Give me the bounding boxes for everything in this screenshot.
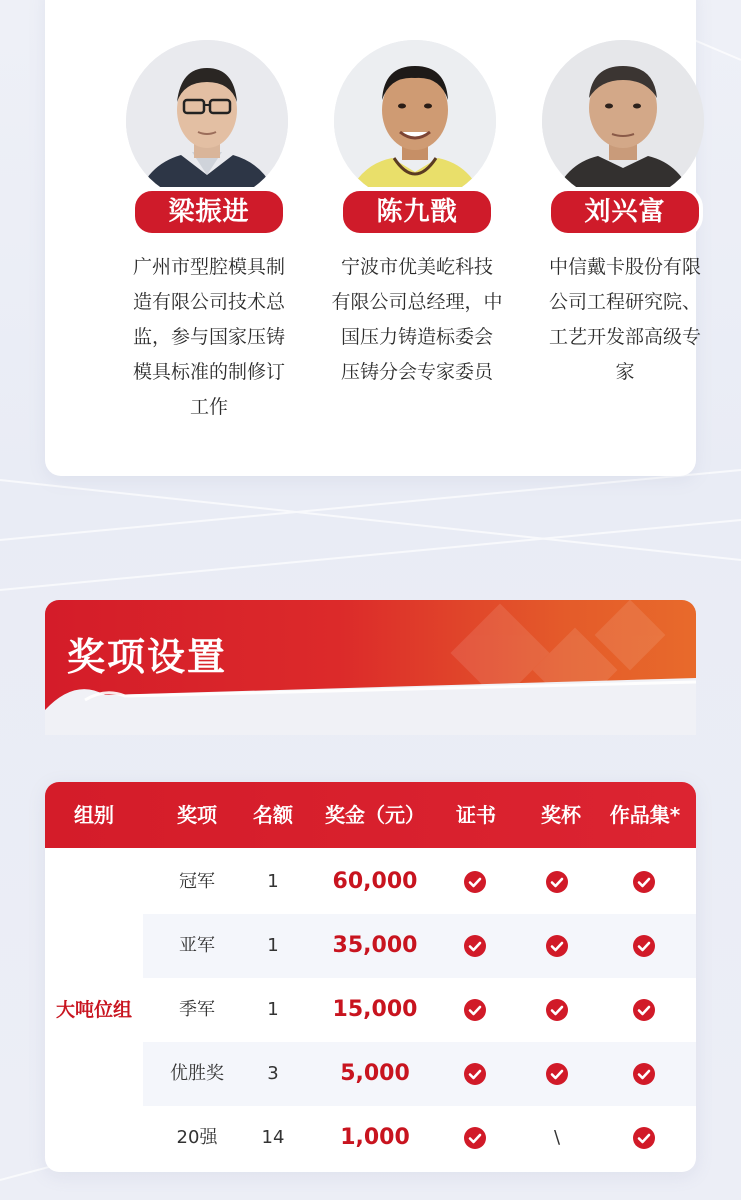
group-label: 大吨位组	[55, 999, 132, 1021]
award-prize: 1,000	[340, 1125, 410, 1150]
column-header-portfolio: 作品集*	[609, 803, 681, 827]
trophy-check-none: \	[553, 1127, 561, 1148]
award-quota: 1	[267, 871, 279, 892]
certificate-check-icon	[464, 871, 486, 893]
expert-name-2: 陈九戬	[339, 187, 495, 237]
award-name: 20强	[176, 1127, 218, 1148]
award-quota: 1	[267, 935, 279, 956]
table-header	[45, 782, 696, 848]
award-prize: 35,000	[332, 933, 418, 958]
portfolio-check-icon	[633, 935, 655, 957]
trophy-check-icon	[546, 935, 568, 957]
column-header-quota: 名额	[253, 803, 293, 827]
trophy-check-icon	[546, 1063, 568, 1085]
award-quota: 1	[267, 999, 279, 1020]
trophy-check-icon	[546, 999, 568, 1021]
column-header-award: 奖项	[177, 803, 217, 827]
expert-photo-1	[126, 40, 288, 202]
expert-photo-2	[334, 40, 496, 202]
table-row	[143, 914, 696, 978]
expert-bio-1: 广州市型腔模具制 造有限公司技术总 监，参与国家压铸 模具标准的制修订 工作	[132, 256, 285, 418]
column-header-trophy: 奖杯	[541, 803, 581, 827]
table-row	[143, 1106, 696, 1170]
certificate-check-icon	[464, 1063, 486, 1085]
expert-bio-2: 宁波市优美屹科技 有限公司总经理，中 国压力铸造标委会 压铸分会专家委员	[331, 256, 503, 383]
portfolio-check-icon	[633, 999, 655, 1021]
column-header-prize: 奖金（元）	[325, 803, 425, 827]
table-row	[143, 850, 696, 914]
award-name: 优胜奖	[170, 1063, 224, 1084]
award-prize: 60,000	[332, 869, 418, 894]
certificate-check-icon	[464, 935, 486, 957]
table-row	[143, 978, 696, 1042]
awards-section-header	[45, 600, 696, 735]
expert-bio-3: 中信戴卡股份有限 公司工程研究院、 工艺开发部高级专 家	[548, 256, 701, 383]
certificate-check-icon	[464, 999, 486, 1021]
award-quota: 14	[261, 1127, 285, 1148]
column-header-group: 组别	[74, 803, 114, 827]
trophy-check-icon	[546, 871, 568, 893]
award-prize: 5,000	[340, 1061, 410, 1086]
awards-table	[45, 782, 696, 1172]
expert-name-3: 刘兴富	[547, 187, 703, 237]
expert-photo-3	[542, 40, 704, 202]
column-header-certificate: 证书	[456, 803, 496, 827]
portfolio-check-icon	[633, 871, 655, 893]
award-name: 季军	[179, 999, 215, 1020]
expert-name-1: 梁振进	[131, 187, 287, 237]
certificate-check-icon	[464, 1127, 486, 1149]
portfolio-check-icon	[633, 1127, 655, 1149]
award-quota: 3	[267, 1063, 279, 1084]
awards-title: 奖项设置	[67, 635, 228, 679]
table-row	[143, 1042, 696, 1106]
portfolio-check-icon	[633, 1063, 655, 1085]
experts-card	[45, 0, 701, 476]
award-prize: 15,000	[332, 997, 418, 1022]
award-name: 冠军	[179, 871, 215, 892]
award-name: 亚军	[179, 935, 215, 956]
